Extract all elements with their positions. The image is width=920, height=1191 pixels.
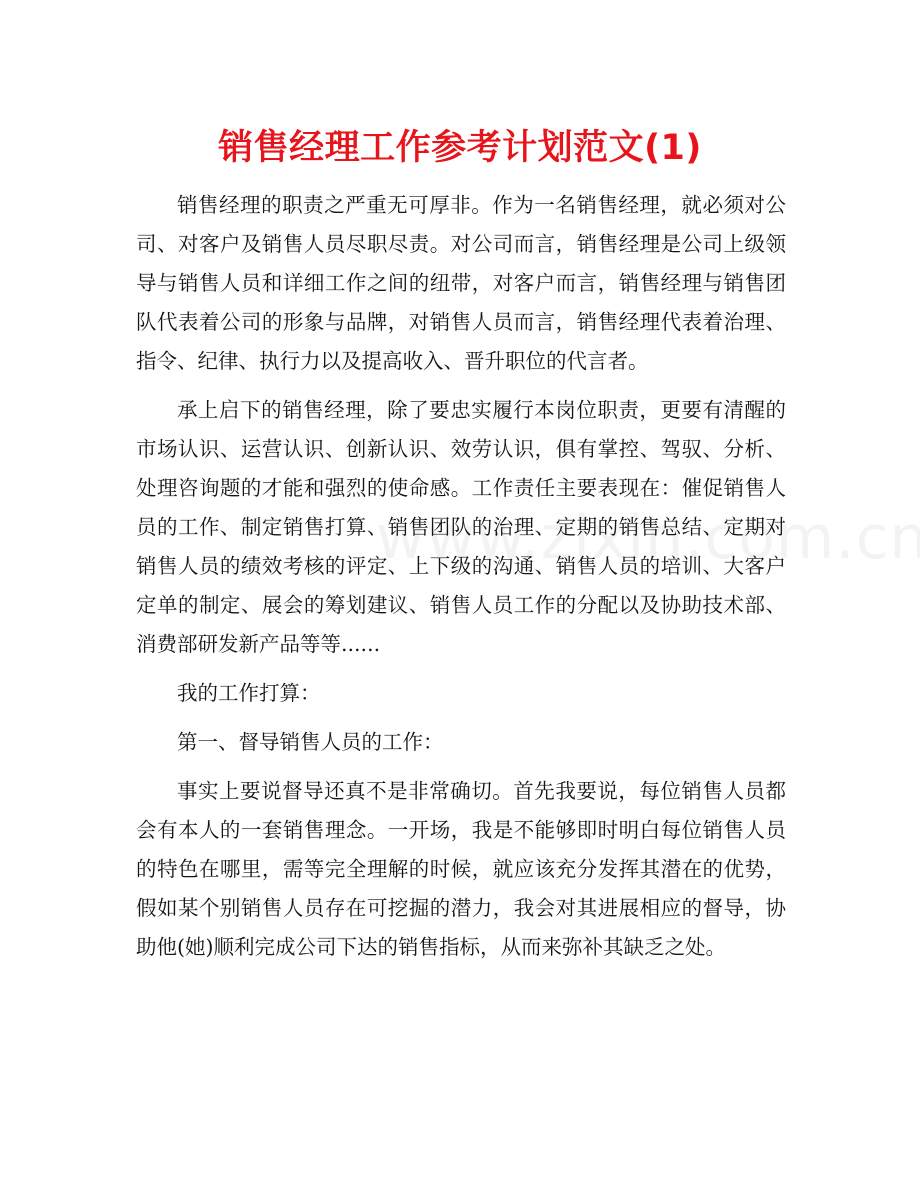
paragraph-section-one-body: 事实上要说督导还真不是非常确切。首先我要说，每位销售人员都会有本人的一套销售理念。一开场，我是不能够即时明白每位销售人员的特色在哪里，需等完全理解的时候，就应该充分发挥其潜在的优势，假如某个别销售人员存在可挖掘的潜力，我会对其进展相应的督导，协助他(她)顺利完成公司下达的销售指标，从而来弥补其缺乏之处。 bbox=[136, 779, 786, 959]
document-title: 销售经理工作参考计划范文(1) bbox=[218, 128, 702, 168]
document-body bbox=[136, 186, 786, 967]
paragraph-section-one-heading: 第一、督导销售人员的工作： bbox=[177, 730, 444, 754]
paragraph-intro: 销售经理的职责之严重无可厚非。作为一名销售经理，就必须对公司、对客户及销售人员尽职尽责。对公司而言，销售经理是公司上级领导与销售人员和详细工作之间的纽带，对客户而言，销售经理与销售团队代表着公司的形象与品牌，对销售人员而言，销售经理代表着治理、指令、纪律、执行力以及提高收入、晋升职位的代言者。 bbox=[136, 193, 786, 373]
paragraph-plan-heading: 我的工作打算： bbox=[177, 681, 321, 705]
paragraph-responsibilities: 承上启下的销售经理，除了要忠实履行本岗位职责，更要有清醒的市场认识、运营认识、创新认识、效劳认识，俱有掌控、驾驭、分析、处理咨询题的才能和强烈的使命感。工作责任主要表现在：催促销售人员的工作、制定销售打算、销售团队的治理、定期的销售总结、定期对销售人员的绩效考核的评定、上下级的沟通、销售人员的培训、大客户定单的制定、展会的筹划建议、销售人员工作的分配以及协助技术部、消费部研发新产品等等...... bbox=[136, 398, 786, 656]
